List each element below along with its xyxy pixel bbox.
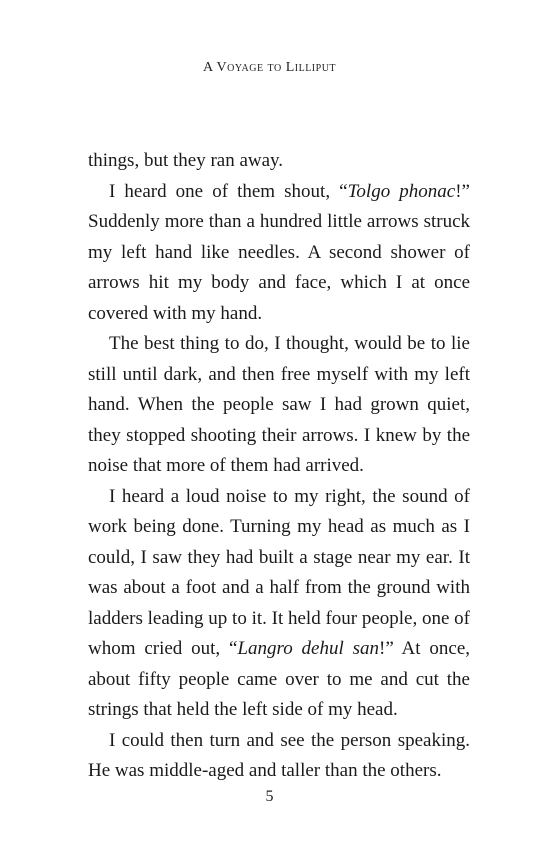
lilliputian-phrase: Tolgo phonac <box>347 180 456 202</box>
page-number: 5 <box>265 788 274 805</box>
paragraph-4 <box>88 482 470 726</box>
text-segment: I could then turn and see the person speaking. He was middle-aged and taller than the others. <box>88 729 470 781</box>
text-segment: I heard one of them shout, “ <box>109 180 348 202</box>
running-head: A Voyage to Lilliput <box>202 60 337 75</box>
text-segment: things, but they ran away. <box>88 150 284 171</box>
lilliputian-phrase: Langro dehul san <box>237 638 379 659</box>
text-segment: !” At once, about fifty people came over to me and cut the strings that held the left side of my head. <box>88 638 471 720</box>
paragraph-1 <box>88 146 470 177</box>
text-segment: I heard a loud noise to my right, the sound of work being done. Turning my head as much as I could, I saw they had built a stage near my ear. It was about a foot and a half from the ground with ladders leading up to it. It held four people, one of whom cried out, “ <box>88 485 471 659</box>
text-segment: !” Suddenly more than a hundred little arrows struck my left hand like needles. A second shower of arrows hit my body and face, which I at once covered with my hand. <box>88 180 470 324</box>
text-segment: The best thing to do, I thought, would be to lie still until dark, and then free myself with my left hand. When the people saw I had grown quiet, they stopped shooting their arrows. I knew by the noise that more of them had arrived. <box>88 333 470 476</box>
paragraph-3 <box>88 329 470 482</box>
paragraph-2 <box>88 177 470 330</box>
paragraph-5 <box>88 726 470 787</box>
body-text <box>88 146 470 787</box>
